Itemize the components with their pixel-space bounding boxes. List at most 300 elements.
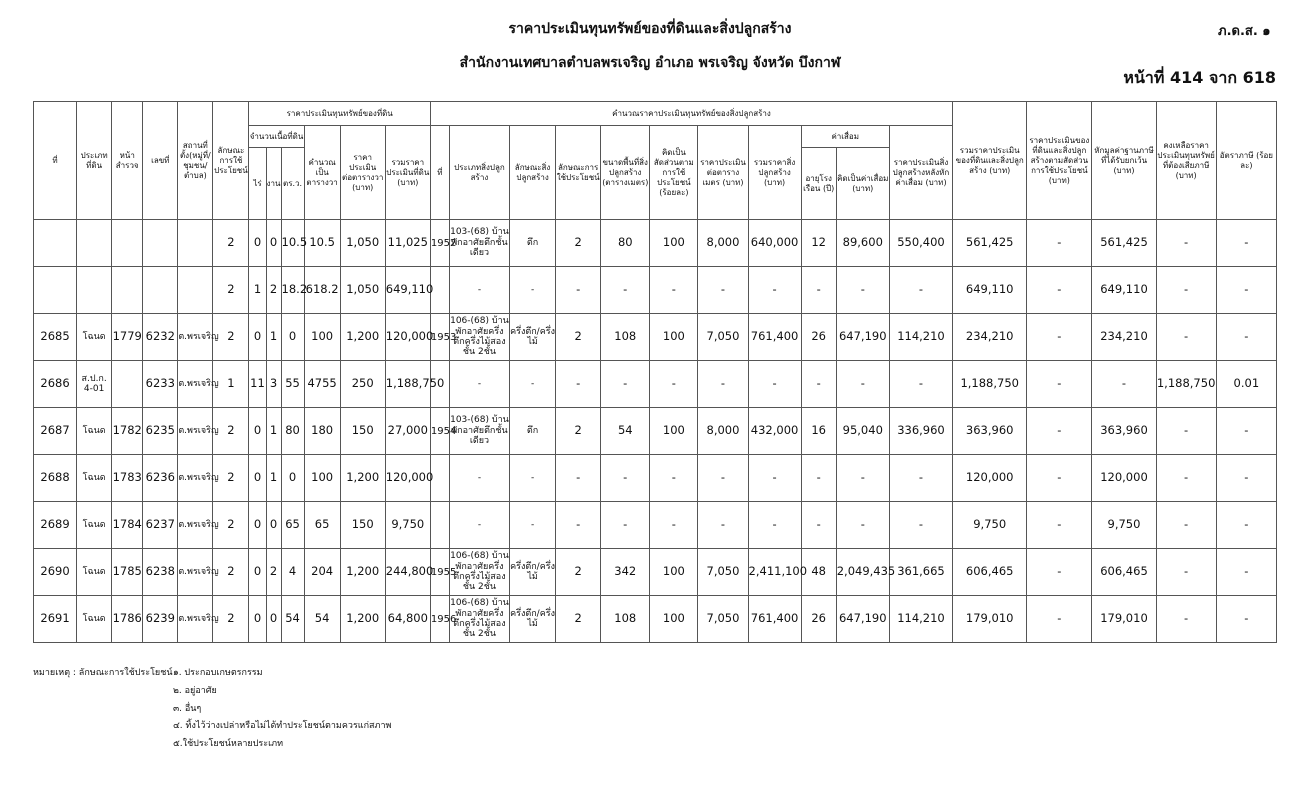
cell-b-ratio: - bbox=[650, 502, 698, 549]
cell-b-price-sqm: 8,000 bbox=[698, 220, 748, 267]
cell-price-per-sqwa: 250 bbox=[340, 361, 385, 408]
cell-land-type: โฉนด bbox=[77, 455, 112, 502]
cell-location: ต.พรเจริญ bbox=[178, 361, 213, 408]
cell-b-kind: - bbox=[510, 502, 556, 549]
cell-taxable: - bbox=[1156, 314, 1216, 361]
cell-price-per-sqwa: 1,200 bbox=[340, 455, 385, 502]
cell-deduction: 363,960 bbox=[1092, 408, 1156, 455]
table-row bbox=[34, 361, 1277, 408]
cell-rai: 0 bbox=[249, 455, 266, 502]
cell-no bbox=[34, 220, 77, 267]
cell-dep-age: - bbox=[801, 502, 836, 549]
col-building-size: ขนาดพื้นที่สิ่งปลูกสร้าง (ตารางเมตร) bbox=[601, 126, 650, 220]
cell-land-type: โฉนด bbox=[77, 408, 112, 455]
cell-grand-total: 9,750 bbox=[953, 502, 1027, 549]
cell-no: 2685 bbox=[34, 314, 77, 361]
cell-proportional: - bbox=[1027, 220, 1092, 267]
cell-sqwa: 4 bbox=[281, 549, 304, 596]
cell-b-price-sqm: - bbox=[698, 455, 748, 502]
cell-taxable: - bbox=[1156, 596, 1216, 643]
cell-sqwa: 0 bbox=[281, 314, 304, 361]
cell-survey-page: 1785 bbox=[112, 549, 143, 596]
cell-land-total: 64,800 bbox=[385, 596, 430, 643]
cell-tax-rate: - bbox=[1216, 220, 1276, 267]
cell-b-price-sqm: 8,000 bbox=[698, 408, 748, 455]
cell-ngan: 0 bbox=[266, 220, 281, 267]
cell-price-per-sqwa: 150 bbox=[340, 408, 385, 455]
cell-taxable: - bbox=[1156, 455, 1216, 502]
cell-b-ratio: 100 bbox=[650, 549, 698, 596]
cell-b-use: 2 bbox=[556, 549, 601, 596]
footnote-item: ๕.ใช้ประโยชน์หลายประเภท bbox=[173, 739, 284, 750]
cell-survey-page bbox=[112, 361, 143, 408]
cell-land-total: 27,000 bbox=[385, 408, 430, 455]
cell-dep-amount: 647,190 bbox=[836, 314, 889, 361]
cell-b-total: - bbox=[748, 267, 801, 314]
cell-land-total: 11,025 bbox=[385, 220, 430, 267]
cell-b-use: - bbox=[556, 267, 601, 314]
cell-survey-page: 1783 bbox=[112, 455, 143, 502]
cell-b-kind: ตึก bbox=[510, 408, 556, 455]
cell-b-type: - bbox=[449, 267, 509, 314]
cell-b-kind: ตึก bbox=[510, 220, 556, 267]
cell-price-per-sqwa: 1,050 bbox=[340, 267, 385, 314]
cell-b-type: - bbox=[449, 455, 509, 502]
cell-land-total: 9,750 bbox=[385, 502, 430, 549]
cell-rai: 0 bbox=[249, 502, 266, 549]
group-area: จำนวนเนื้อที่ดิน bbox=[249, 126, 304, 148]
col-calc-sqwa: คำนวณเป็นตารางวา bbox=[304, 126, 340, 220]
cell-no: 2686 bbox=[34, 361, 77, 408]
table-body bbox=[34, 220, 1277, 643]
col-building-after-dep: ราคาประเมินสิ่งปลูกสร้างหลังหักค่าเสื่อม (บาท) bbox=[889, 126, 952, 220]
cell-b-price-sqm: 7,050 bbox=[698, 314, 748, 361]
cell-rai: 0 bbox=[249, 220, 266, 267]
cell-b-type: 103-(68) บ้านพักอาศัยตึกชั้นเดียว bbox=[449, 220, 509, 267]
cell-b-size: 108 bbox=[601, 314, 650, 361]
cell-b-total: - bbox=[748, 455, 801, 502]
cell-b-kind: ครึ่งตึก/ครึ่งไม้ bbox=[510, 314, 556, 361]
cell-b-after-dep: 361,665 bbox=[889, 549, 952, 596]
cell-b-after-dep: 550,400 bbox=[889, 220, 952, 267]
cell-land-use: 2 bbox=[213, 596, 249, 643]
col-land-type: ประเภทที่ดิน bbox=[77, 102, 112, 220]
cell-b-type: - bbox=[449, 361, 509, 408]
cell-dep-age: 48 bbox=[801, 549, 836, 596]
cell-deduction: 9,750 bbox=[1092, 502, 1156, 549]
cell-deed-no bbox=[143, 220, 178, 267]
cell-dep-amount: 95,040 bbox=[836, 408, 889, 455]
cell-deduction: - bbox=[1092, 361, 1156, 408]
cell-dep-amount: 647,190 bbox=[836, 596, 889, 643]
cell-calc-sqwa: 204 bbox=[304, 549, 340, 596]
cell-land-total: 120,000 bbox=[385, 314, 430, 361]
cell-grand-total: 561,425 bbox=[953, 220, 1027, 267]
cell-sqwa: 55 bbox=[281, 361, 304, 408]
cell-ngan: 1 bbox=[266, 455, 281, 502]
col-tax-rate: อัตราภาษี (ร้อยละ) bbox=[1216, 102, 1276, 220]
col-proportional: ราคาประเมินของที่ดินและสิ่งปลูกสร้างตามสัดส่วนการใช้ประโยชน์ (บาท) bbox=[1027, 102, 1092, 220]
cell-land-total: 649,110 bbox=[385, 267, 430, 314]
cell-deduction: 179,010 bbox=[1092, 596, 1156, 643]
cell-proportional: - bbox=[1027, 267, 1092, 314]
cell-b-price-sqm: 7,050 bbox=[698, 596, 748, 643]
cell-no: 2688 bbox=[34, 455, 77, 502]
cell-land-use: 2 bbox=[213, 314, 249, 361]
table-row bbox=[34, 455, 1277, 502]
cell-b-after-dep: 336,960 bbox=[889, 408, 952, 455]
cell-b-price-sqm: - bbox=[698, 267, 748, 314]
cell-dep-amount: - bbox=[836, 267, 889, 314]
office-name: สำนักงานเทศบาลตำบลพรเจริญ อำเภอ พรเจริญ จังหวัด บึงกาฬ bbox=[459, 55, 841, 71]
cell-location: ต.พรเจริญ bbox=[178, 596, 213, 643]
table-row bbox=[34, 596, 1277, 643]
group-building: คำนวณราคาประเมินทุนทรัพย์ของสิ่งปลูกสร้าง bbox=[430, 102, 952, 126]
cell-deduction: 649,110 bbox=[1092, 267, 1156, 314]
footnote-item: ๓. อื่นๆ bbox=[173, 703, 202, 714]
cell-land-type: โฉนด bbox=[77, 502, 112, 549]
cell-grand-total: 120,000 bbox=[953, 455, 1027, 502]
table-row bbox=[34, 408, 1277, 455]
cell-survey-page bbox=[112, 220, 143, 267]
footnote-item: ๑. ประกอบเกษตรกรรม bbox=[173, 668, 263, 678]
col-building-ratio: คิดเป็นสัดส่วนตามการใช้ประโยชน์ (ร้อยละ) bbox=[650, 126, 698, 220]
table-row bbox=[34, 502, 1277, 549]
cell-deduction: 234,210 bbox=[1092, 314, 1156, 361]
cell-rai: 0 bbox=[249, 408, 266, 455]
cell-tax-rate: 0.01 bbox=[1216, 361, 1276, 408]
cell-b-no: 1952 bbox=[430, 220, 449, 267]
footnote-list bbox=[173, 665, 391, 754]
cell-proportional: - bbox=[1027, 455, 1092, 502]
cell-b-total: - bbox=[748, 361, 801, 408]
cell-b-price-sqm: - bbox=[698, 361, 748, 408]
cell-calc-sqwa: 10.5 bbox=[304, 220, 340, 267]
cell-b-total: - bbox=[748, 502, 801, 549]
cell-taxable: - bbox=[1156, 408, 1216, 455]
col-sqwa: ตร.ว. bbox=[281, 148, 304, 220]
cell-b-kind: ครึ่งตึก/ครึ่งไม้ bbox=[510, 549, 556, 596]
footnote-item: ๒. อยู่อาศัย bbox=[173, 685, 217, 696]
cell-tax-rate: - bbox=[1216, 549, 1276, 596]
cell-calc-sqwa: 54 bbox=[304, 596, 340, 643]
cell-b-type: 106-(68) บ้านพักอาศัยครึ่งตึกครึ่งไม้สองชั้น 2ชั้น bbox=[449, 549, 509, 596]
cell-location: ต.พรเจริญ bbox=[178, 455, 213, 502]
cell-b-use: 2 bbox=[556, 596, 601, 643]
cell-b-no: 1954 bbox=[430, 408, 449, 455]
cell-b-size: - bbox=[601, 361, 650, 408]
cell-grand-total: 179,010 bbox=[953, 596, 1027, 643]
cell-deed-no: 6236 bbox=[143, 455, 178, 502]
cell-proportional: - bbox=[1027, 361, 1092, 408]
cell-deduction: 606,465 bbox=[1092, 549, 1156, 596]
cell-b-type: 103-(68) บ้านพักอาศัยตึกชั้นเดียว bbox=[449, 408, 509, 455]
table-header bbox=[34, 102, 1277, 220]
cell-survey-page bbox=[112, 267, 143, 314]
cell-price-per-sqwa: 150 bbox=[340, 502, 385, 549]
cell-price-per-sqwa: 1,200 bbox=[340, 549, 385, 596]
cell-tax-rate: - bbox=[1216, 502, 1276, 549]
cell-b-use: - bbox=[556, 455, 601, 502]
cell-b-ratio: - bbox=[650, 455, 698, 502]
cell-land-type: โฉนด bbox=[77, 549, 112, 596]
cell-b-after-dep: - bbox=[889, 455, 952, 502]
col-building-type: ประเภทสิ่งปลูกสร้าง bbox=[449, 126, 509, 220]
cell-survey-page: 1782 bbox=[112, 408, 143, 455]
report-title: ราคาประเมินทุนทรัพย์ของที่ดินและสิ่งปลูกสร้าง bbox=[508, 21, 792, 37]
cell-deed-no: 6237 bbox=[143, 502, 178, 549]
cell-b-kind: - bbox=[510, 361, 556, 408]
cell-taxable: 1,188,750 bbox=[1156, 361, 1216, 408]
cell-proportional: - bbox=[1027, 502, 1092, 549]
cell-b-no bbox=[430, 502, 449, 549]
cell-deduction: 120,000 bbox=[1092, 455, 1156, 502]
cell-b-use: 2 bbox=[556, 408, 601, 455]
table-row bbox=[34, 267, 1277, 314]
cell-calc-sqwa: 618.2 bbox=[304, 267, 340, 314]
cell-rai: 0 bbox=[249, 549, 266, 596]
col-dep-age: อายุโรงเรือน (ปี) bbox=[801, 148, 836, 220]
cell-taxable: - bbox=[1156, 502, 1216, 549]
cell-b-price-sqm: - bbox=[698, 502, 748, 549]
cell-tax-rate: - bbox=[1216, 455, 1276, 502]
cell-dep-amount: - bbox=[836, 502, 889, 549]
cell-b-no: 1955 bbox=[430, 549, 449, 596]
cell-b-after-dep: 114,210 bbox=[889, 314, 952, 361]
cell-b-total: 432,000 bbox=[748, 408, 801, 455]
cell-location bbox=[178, 220, 213, 267]
cell-deed-no bbox=[143, 267, 178, 314]
cell-land-use: 2 bbox=[213, 220, 249, 267]
cell-location bbox=[178, 267, 213, 314]
col-building-total: รวมราคาสิ่งปลูกสร้าง (บาท) bbox=[748, 126, 801, 220]
cell-b-size: - bbox=[601, 455, 650, 502]
col-taxable: คงเหลือราคาประเมินทุนทรัพย์ที่ต้องเสียภาษี (บาท) bbox=[1156, 102, 1216, 220]
col-location: สถานที่ตั้ง(หมู่ที่/ชุมชน/ตำบล) bbox=[178, 102, 213, 220]
cell-ngan: 2 bbox=[266, 267, 281, 314]
cell-ngan: 1 bbox=[266, 408, 281, 455]
cell-b-kind: ครึ่งตึก/ครึ่งไม้ bbox=[510, 596, 556, 643]
cell-dep-age: 16 bbox=[801, 408, 836, 455]
cell-sqwa: 80 bbox=[281, 408, 304, 455]
cell-land-total: 120,000 bbox=[385, 455, 430, 502]
cell-b-size: 54 bbox=[601, 408, 650, 455]
cell-ngan: 2 bbox=[266, 549, 281, 596]
cell-b-kind: - bbox=[510, 455, 556, 502]
cell-b-ratio: 100 bbox=[650, 314, 698, 361]
cell-rai: 11 bbox=[249, 361, 266, 408]
col-survey-page: หน้าสำรวจ bbox=[112, 102, 143, 220]
cell-b-ratio: 100 bbox=[650, 408, 698, 455]
col-dep-amount: คิดเป็นค่าเสื่อม (บาท) bbox=[836, 148, 889, 220]
cell-b-use: - bbox=[556, 502, 601, 549]
cell-grand-total: 1,188,750 bbox=[953, 361, 1027, 408]
cell-calc-sqwa: 4755 bbox=[304, 361, 340, 408]
col-deduction: หักมูลค่าฐานภาษีที่ได้รับยกเว้น (บาท) bbox=[1092, 102, 1156, 220]
col-building-no: ที่ bbox=[430, 126, 449, 220]
cell-land-total: 1,188,750 bbox=[385, 361, 430, 408]
cell-taxable: - bbox=[1156, 549, 1216, 596]
cell-grand-total: 234,210 bbox=[953, 314, 1027, 361]
col-land-total: รวมราคาประเมินที่ดิน (บาท) bbox=[385, 126, 430, 220]
cell-dep-amount: 89,600 bbox=[836, 220, 889, 267]
cell-b-after-dep: 114,210 bbox=[889, 596, 952, 643]
cell-calc-sqwa: 65 bbox=[304, 502, 340, 549]
cell-dep-age: 12 bbox=[801, 220, 836, 267]
cell-dep-age: 26 bbox=[801, 596, 836, 643]
cell-b-type: 106-(68) บ้านพักอาศัยครึ่งตึกครึ่งไม้สองชั้น 2ชั้น bbox=[449, 314, 509, 361]
cell-b-total: 640,000 bbox=[748, 220, 801, 267]
cell-location: ต.พรเจริญ bbox=[178, 314, 213, 361]
col-building-use: ลักษณะการใช้ประโยชน์ bbox=[556, 126, 601, 220]
cell-grand-total: 606,465 bbox=[953, 549, 1027, 596]
cell-location: ต.พรเจริญ bbox=[178, 408, 213, 455]
cell-b-after-dep: - bbox=[889, 502, 952, 549]
cell-grand-total: 363,960 bbox=[953, 408, 1027, 455]
cell-land-total: 244,800 bbox=[385, 549, 430, 596]
cell-b-no bbox=[430, 267, 449, 314]
cell-b-no bbox=[430, 455, 449, 502]
group-depreciation: ค่าเสื่อม bbox=[801, 126, 889, 148]
cell-no: 2687 bbox=[34, 408, 77, 455]
cell-sqwa: 18.2 bbox=[281, 267, 304, 314]
cell-deed-no: 6235 bbox=[143, 408, 178, 455]
cell-b-price-sqm: 7,050 bbox=[698, 549, 748, 596]
col-price-per-sqwa: ราคาประเมินต่อตารางวา (บาท) bbox=[340, 126, 385, 220]
cell-land-use: 2 bbox=[213, 455, 249, 502]
col-grand-total: รวมราคาประเมินของที่ดินและสิ่งปลูกสร้าง (บาท) bbox=[953, 102, 1027, 220]
cell-proportional: - bbox=[1027, 314, 1092, 361]
cell-deed-no: 6239 bbox=[143, 596, 178, 643]
cell-land-use: 2 bbox=[213, 549, 249, 596]
cell-b-kind: - bbox=[510, 267, 556, 314]
cell-tax-rate: - bbox=[1216, 314, 1276, 361]
cell-land-type bbox=[77, 220, 112, 267]
cell-location: ต.พรเจริญ bbox=[178, 502, 213, 549]
cell-proportional: - bbox=[1027, 408, 1092, 455]
cell-survey-page: 1784 bbox=[112, 502, 143, 549]
footnote-heading: หมายเหตุ : ลักษณะการใช้ประโยชน์ bbox=[33, 668, 173, 678]
cell-rai: 1 bbox=[249, 267, 266, 314]
col-deed-no: เลขที่ bbox=[143, 102, 178, 220]
col-building-kind: ลักษณะสิ่งปลูกสร้าง bbox=[510, 126, 556, 220]
cell-b-type: - bbox=[449, 502, 509, 549]
cell-dep-age: - bbox=[801, 361, 836, 408]
cell-dep-age: - bbox=[801, 455, 836, 502]
col-ngan: งาน bbox=[266, 148, 281, 220]
cell-price-per-sqwa: 1,200 bbox=[340, 596, 385, 643]
footnote-item: ๔. ทิ้งไว้ว่างเปล่าหรือไม่ได้ทำประโยชน์ตามควรแก่สภาพ bbox=[173, 721, 392, 732]
cell-b-size: 342 bbox=[601, 549, 650, 596]
cell-land-use: 1 bbox=[213, 361, 249, 408]
cell-land-type: โฉนด bbox=[77, 314, 112, 361]
col-no: ที่ bbox=[34, 102, 77, 220]
cell-tax-rate: - bbox=[1216, 596, 1276, 643]
cell-b-ratio: - bbox=[650, 267, 698, 314]
cell-sqwa: 54 bbox=[281, 596, 304, 643]
cell-b-after-dep: - bbox=[889, 361, 952, 408]
cell-no: 2690 bbox=[34, 549, 77, 596]
cell-b-size: 108 bbox=[601, 596, 650, 643]
table-row bbox=[34, 220, 1277, 267]
cell-dep-age: 26 bbox=[801, 314, 836, 361]
cell-sqwa: 65 bbox=[281, 502, 304, 549]
col-land-use: ลักษณะการใช้ประโยชน์ bbox=[213, 102, 249, 220]
cell-land-use: 2 bbox=[213, 502, 249, 549]
cell-sqwa: 0 bbox=[281, 455, 304, 502]
cell-dep-age: - bbox=[801, 267, 836, 314]
cell-b-no: 1953 bbox=[430, 314, 449, 361]
assessment-table bbox=[33, 101, 1277, 643]
cell-calc-sqwa: 180 bbox=[304, 408, 340, 455]
cell-rai: 0 bbox=[249, 314, 266, 361]
cell-b-no: 1956 bbox=[430, 596, 449, 643]
table-row bbox=[34, 314, 1277, 361]
cell-tax-rate: - bbox=[1216, 408, 1276, 455]
cell-land-type: ส.ป.ก. 4-01 bbox=[77, 361, 112, 408]
cell-ngan: 0 bbox=[266, 502, 281, 549]
cell-b-after-dep: - bbox=[889, 267, 952, 314]
cell-no: 2691 bbox=[34, 596, 77, 643]
cell-b-use: - bbox=[556, 361, 601, 408]
cell-b-ratio: 100 bbox=[650, 596, 698, 643]
cell-b-ratio: 100 bbox=[650, 220, 698, 267]
group-land: ราคาประเมินทุนทรัพย์ของที่ดิน bbox=[249, 102, 430, 126]
cell-land-use: 2 bbox=[213, 408, 249, 455]
cell-calc-sqwa: 100 bbox=[304, 314, 340, 361]
cell-ngan: 3 bbox=[266, 361, 281, 408]
cell-no: 2689 bbox=[34, 502, 77, 549]
cell-ngan: 0 bbox=[266, 596, 281, 643]
cell-deed-no: 6233 bbox=[143, 361, 178, 408]
cell-b-total: 2,411,100 bbox=[748, 549, 801, 596]
col-building-price-sqm: ราคาประเมินต่อตารางเมตร (บาท) bbox=[698, 126, 748, 220]
cell-deed-no: 6232 bbox=[143, 314, 178, 361]
cell-proportional: - bbox=[1027, 596, 1092, 643]
cell-survey-page: 1786 bbox=[112, 596, 143, 643]
col-rai: ไร่ bbox=[249, 148, 266, 220]
cell-b-ratio: - bbox=[650, 361, 698, 408]
cell-no bbox=[34, 267, 77, 314]
page-indicator: หน้าที่ 414 จาก 618 bbox=[1123, 68, 1276, 87]
cell-b-type: 106-(68) บ้านพักอาศัยครึ่งตึกครึ่งไม้สองชั้น 2ชั้น bbox=[449, 596, 509, 643]
form-code: ภ.ด.ส. ๑ bbox=[1218, 24, 1271, 39]
cell-location: ต.พรเจริญ bbox=[178, 549, 213, 596]
cell-grand-total: 649,110 bbox=[953, 267, 1027, 314]
cell-tax-rate: - bbox=[1216, 267, 1276, 314]
cell-proportional: - bbox=[1027, 549, 1092, 596]
cell-land-use: 2 bbox=[213, 267, 249, 314]
cell-b-total: 761,400 bbox=[748, 314, 801, 361]
cell-land-type: โฉนด bbox=[77, 596, 112, 643]
cell-taxable: - bbox=[1156, 220, 1216, 267]
cell-deduction: 561,425 bbox=[1092, 220, 1156, 267]
cell-dep-amount: 2,049,435 bbox=[836, 549, 889, 596]
cell-deed-no: 6238 bbox=[143, 549, 178, 596]
cell-ngan: 1 bbox=[266, 314, 281, 361]
cell-b-size: 80 bbox=[601, 220, 650, 267]
cell-dep-amount: - bbox=[836, 455, 889, 502]
cell-b-size: - bbox=[601, 502, 650, 549]
cell-sqwa: 10.5 bbox=[281, 220, 304, 267]
cell-price-per-sqwa: 1,050 bbox=[340, 220, 385, 267]
cell-b-total: 761,400 bbox=[748, 596, 801, 643]
table-row bbox=[34, 549, 1277, 596]
cell-survey-page: 1779 bbox=[112, 314, 143, 361]
cell-price-per-sqwa: 1,200 bbox=[340, 314, 385, 361]
cell-taxable: - bbox=[1156, 267, 1216, 314]
cell-calc-sqwa: 100 bbox=[304, 455, 340, 502]
